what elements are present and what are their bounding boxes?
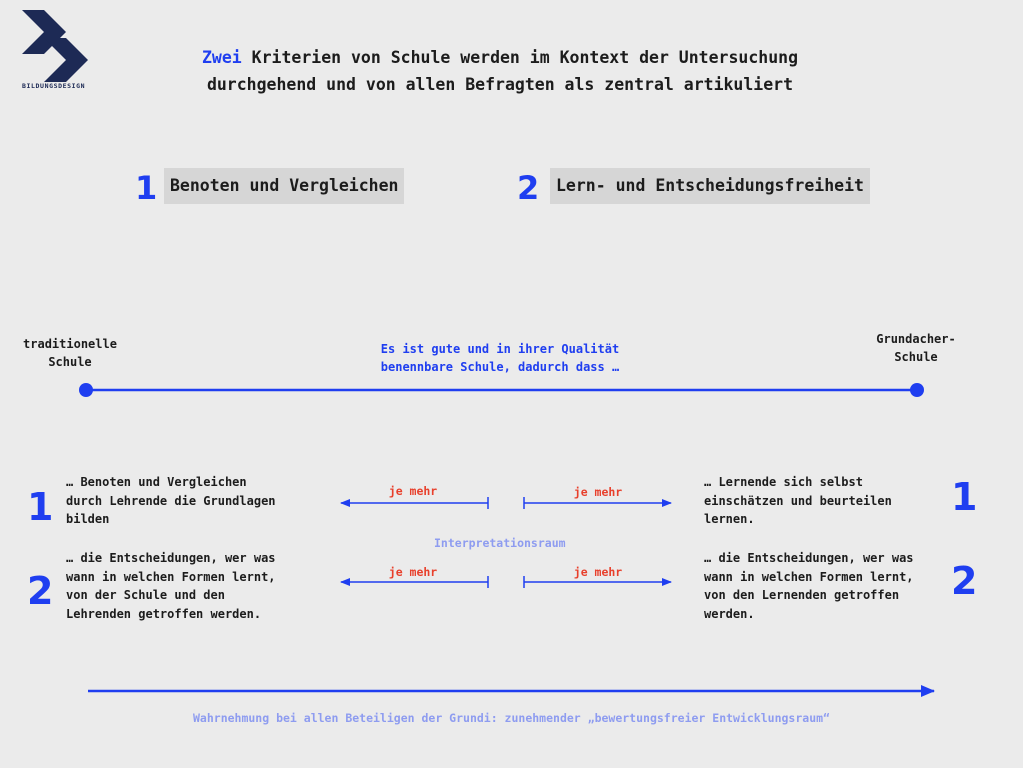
criterion-2-number: 2 (517, 169, 540, 207)
row-2-left-arrow-label: je mehr (388, 565, 438, 579)
axis-right-dot (910, 383, 924, 397)
title-line2: durchgehend und von allen Befragten als zentral artikuliert (206, 75, 794, 94)
right-pole-label: Grundacher- Schule (876, 332, 956, 364)
criterion-1-number: 1 (135, 169, 158, 207)
row-1-left-text: … Benoten und Vergleichen durch Lehrende die Grundlagen bilden (66, 475, 276, 526)
row-1-left-number: 1 (27, 485, 54, 529)
row-2-right-number: 2 (951, 559, 978, 603)
row-2-left-text: … die Entscheidungen, wer was wann in welchen Formen lernt, von der Schule und den Lehrenden getroffen werden. (66, 551, 276, 621)
row-1-right-number: 1 (951, 475, 978, 519)
row-1-right-arrow-label: je mehr (573, 485, 623, 499)
axis-center-caption: Es ist gute und in ihrer Qualität benennbare Schule, dadurch dass … (380, 342, 620, 374)
brand-name: BILDUNGSDESIGN (22, 82, 86, 90)
row-2-right-text: … die Entscheidungen, wer was wann in welchen Formen lernt, von den Lernenden getroffen werden. (704, 551, 914, 621)
axis-left-dot (79, 383, 93, 397)
row-1-left-arrow-label: je mehr (388, 484, 438, 498)
row-1-right-text: … Lernende sich selbst einschätzen und beurteilen lernen. (704, 475, 892, 526)
row-2-left-number: 2 (27, 569, 54, 613)
bottom-caption: Wahrnehmung bei allen Beteiligen der Grundi: zunehmender „bewertungsfreier Entwicklungsraum“ (193, 711, 830, 725)
left-pole-label: traditionelle Schule (23, 337, 117, 369)
interpretation-label: Interpretationsraum (434, 536, 566, 550)
criterion-2-label: Lern- und Entscheidungsfreiheit (550, 168, 870, 204)
title-highlight: Zwei (201, 48, 242, 67)
title-line1: Kriterien von Schule werden im Kontext der Untersuchung (241, 48, 799, 67)
criterion-1-label: Benoten und Vergleichen (164, 168, 404, 204)
row-2-right-arrow-label: je mehr (573, 565, 623, 579)
